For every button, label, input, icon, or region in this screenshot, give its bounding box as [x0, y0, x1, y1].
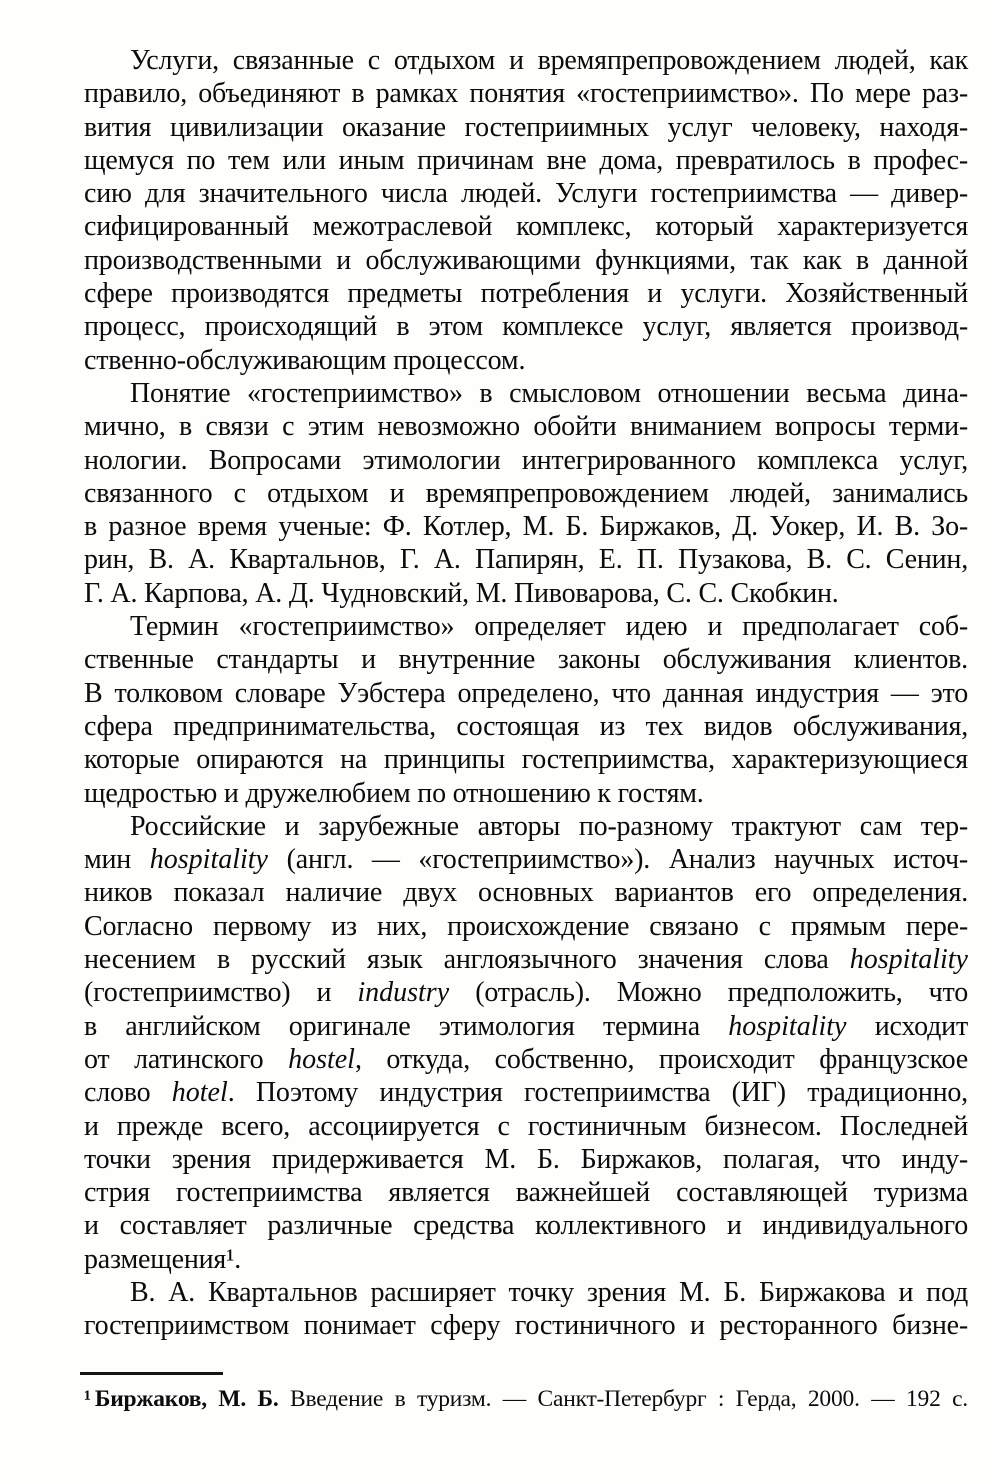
paragraph	[84, 1276, 968, 1343]
text-line: (гостеприимство) и industry (отрасль). Можно предположить, что	[84, 977, 968, 1009]
footnote-divider	[80, 1372, 223, 1375]
footnote	[84, 1385, 968, 1413]
text-block	[84, 44, 968, 1343]
footnote-marker: ¹	[84, 1386, 91, 1412]
text-line: гостеприимством понимает сферу гостиничного и ресторанного бизне-	[84, 1310, 968, 1342]
paragraph	[84, 810, 968, 1276]
text-line: ственно-обслуживающим процессом.	[84, 344, 526, 376]
text-line: процесс, происходящий в этом комплексе услуг, является производ-	[84, 311, 968, 343]
text-line: точки зрения придерживается М. Б. Биржаков, полагая, что инду-	[84, 1143, 968, 1175]
text-line: щедростью и дружелюбием по отношению к гостям.	[84, 777, 704, 809]
text-line: мин hospitality (англ. — «гостеприимство»). Анализ научных источ-	[84, 844, 969, 876]
text-line: нологии. Вопросами этимологии интегрированного комплекса услуг,	[84, 444, 968, 476]
text-line: Услуги, связанные с отдыхом и времяпрепровождением людей, как	[130, 45, 968, 76]
text-line: сфере производятся предметы потребления и услуги. Хозяйственный	[84, 278, 968, 310]
text-line: размещения¹.	[84, 1243, 242, 1275]
text-line: в разное время ученые: Ф. Котлер, М. Б. Биржаков, Д. Уокер, И. В. Зо-	[84, 511, 968, 543]
text-line: Г. А. Карпова, А. Д. Чудновский, М. Пивоварова, С. С. Скобкин.	[84, 577, 839, 609]
text-line: рин, В. А. Квартальнов, Г. А. Папирян, Е. П. Пузакова, В. С. Сенин,	[84, 544, 968, 576]
text-line: ственные стандарты и внутренние законы обслуживания клиентов.	[84, 644, 968, 676]
footnote-author: Биржаков, М. Б.	[94, 1386, 279, 1412]
text-line: и прежде всего, ассоциируется с гостиничным бизнесом. Последней	[84, 1110, 968, 1142]
text-line: вития цивилизации оказание гостеприимных услуг человеку, находя-	[84, 111, 968, 143]
paragraph	[84, 44, 968, 377]
text-line: В толковом словаре Уэбстера определено, что данная индустрия — это	[84, 677, 968, 709]
text-line: от латинского hostel, откуда, собственно, происходит французское	[84, 1043, 968, 1075]
text-line: сию для значительного числа людей. Услуги гостеприимства — дивер-	[84, 178, 968, 210]
paragraph	[84, 377, 968, 610]
text-line: стрия гостеприимства является важнейшей составляющей туризма	[84, 1177, 968, 1209]
text-line: сфера предпринимательства, состоящая из тех видов обслуживания,	[84, 710, 968, 742]
text-line: ников показал наличие двух основных вариантов его определения.	[84, 877, 968, 909]
text-line: и составляет различные средства коллективного и индивидуального	[84, 1210, 968, 1242]
text-line: Согласно первому из них, происхождение связано с прямым пере-	[84, 910, 968, 942]
text-line: Термин «гостеприимство» определяет идею и предполагает соб-	[130, 611, 968, 643]
text-line: которые опираются на принципы гостеприимства, характеризующиеся	[84, 744, 968, 776]
text-line: производственными и обслуживающими функциями, так как в данной	[84, 244, 968, 276]
text-line: несением в русский язык англоязычного значения слова hospitality	[84, 944, 968, 976]
text-line: правило, объединяют в рамках понятия «гостеприимство». По мере раз-	[84, 78, 968, 110]
footnote-text: Введение в туризм. — Санкт-Петербург : Герда, 2000. — 192 с.	[278, 1386, 968, 1412]
text-line: В. А. Квартальнов расширяет точку зрения М. Б. Биржакова и под	[130, 1276, 968, 1308]
text-line: Российские и зарубежные авторы по-разному трактуют сам тер-	[130, 810, 968, 842]
text-line: слово hotel. Поэтому индустрия гостеприимства (ИГ) традиционно,	[84, 1077, 968, 1109]
text-line: связанного с отдыхом и времяпрепровождением людей, занимались	[84, 477, 968, 509]
text-line: щемуся по тем или иным причинам вне дома, превратилось в профес-	[84, 144, 968, 176]
text-line: сифицированный межотраслевой комплекс, который характеризуется	[84, 211, 968, 243]
text-line: Понятие «гостеприимство» в смысловом отношении весьма дина-	[130, 377, 968, 409]
text-line: в английском оригинале этимология термина hospitality исходит	[84, 1010, 968, 1042]
paragraph	[84, 610, 968, 810]
text-line: мично, в связи с этим невозможно обойти вниманием вопросы терми-	[84, 411, 968, 443]
